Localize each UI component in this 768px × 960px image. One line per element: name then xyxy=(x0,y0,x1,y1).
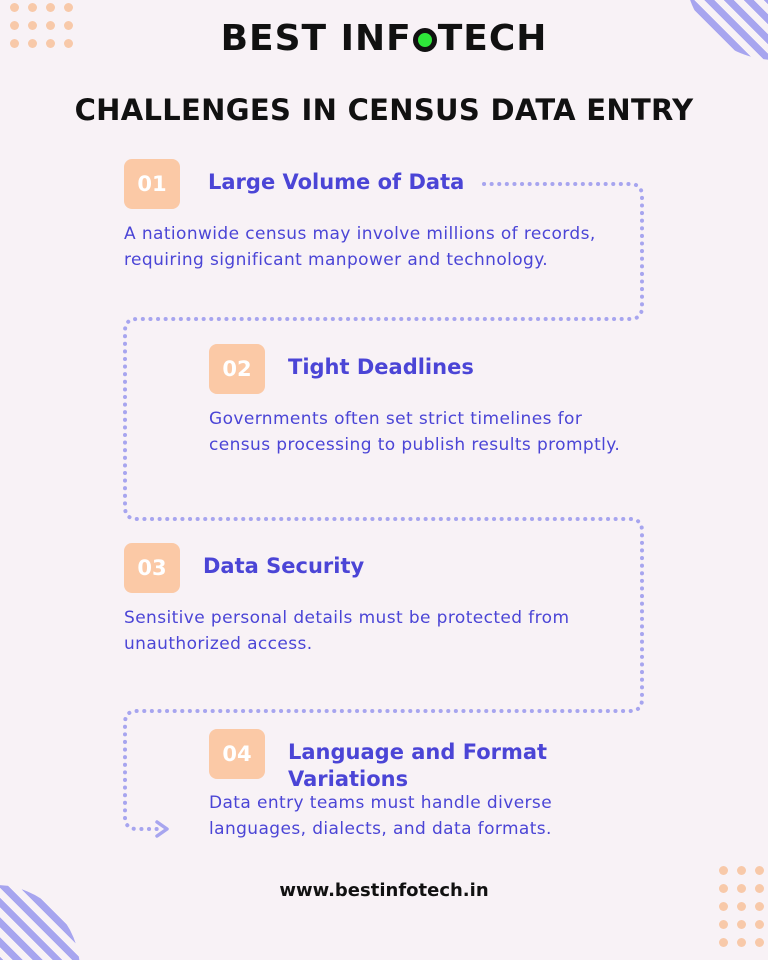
step-description-01: A nationwide census may involve millions of records, requiring significant manpower and technology. xyxy=(124,224,596,270)
website-url[interactable]: www.bestinfotech.in xyxy=(279,880,489,901)
step-description-03: Sensitive personal details must be protected from unauthorized access. xyxy=(124,608,570,654)
step-title-03: Data Security xyxy=(203,554,365,578)
logo-text-right: TECH xyxy=(437,18,548,59)
step-badge-04: 04 xyxy=(209,729,265,779)
logo-text-left: BEST INF xyxy=(220,18,412,59)
step-description-02: Governments often set strict timelines for census processing to publish results promptly. xyxy=(209,409,621,455)
step-title-01: Large Volume of Data xyxy=(208,170,465,194)
page-title: CHALLENGES IN CENSUS DATA ENTRY xyxy=(74,93,694,127)
connector-path xyxy=(125,184,642,829)
step-title-04: Language and Format Variations xyxy=(288,740,548,791)
step-title-02: Tight Deadlines xyxy=(288,355,474,379)
step-badge-01: 01 xyxy=(124,159,180,209)
step-badge-02: 02 xyxy=(209,344,265,394)
step-badge-03: 03 xyxy=(124,543,180,593)
step-description-04: Data entry teams must handle diverse languages, dialects, and data formats. xyxy=(209,793,553,839)
